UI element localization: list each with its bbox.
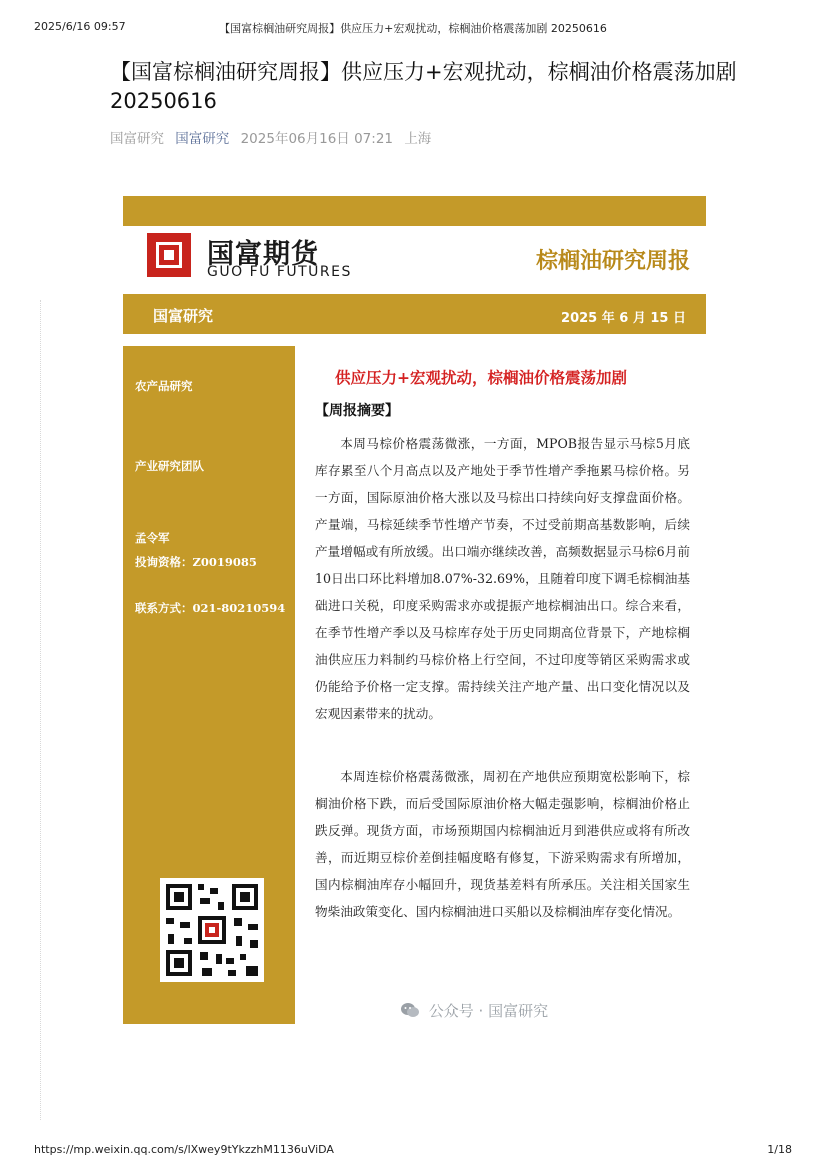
page-url: https://mp.weixin.qq.com/s/lXwey9tYkzzhM1136uViDA — [34, 1143, 334, 1156]
sidebar-team: 产业研究团队 — [135, 459, 204, 473]
meta-source: 国富研究 — [110, 131, 164, 147]
account-watermark — [400, 1000, 548, 1022]
meta-datetime: 2025年06月16日 07:21 — [240, 131, 394, 147]
print-time: 2025/6/16 09:57 — [34, 20, 126, 33]
report-type: 棕榈油研究周报 — [535, 248, 690, 274]
article-meta — [110, 127, 438, 147]
summary-paragraph: 本周马棕价格震荡微涨，一方面，MPOB报告显示马棕5月底库存累至八个月高点以及产地处于季节性增产季拖累马棕价格。另一方面，国际原油价格大涨以及马棕出口持续向好支撑盘面价格。产量端，马棕延续季节性增产节奏，不过受前期高基数影响，后续产量增幅或有所放缓。出口端亦继续改善，高频数据显示马棕6月前10日出口环比料增加8.07%-32.69%，且随着印度下调毛棕榈油基础进口关税，印度采购需求亦或提振产地棕榈油出口。综合来看，在季节性增产季以及马棕库存处于历史同期高位背景下，产地棕榈油供应压力料制约马棕价格上行空间，不过印度等销区采购需求或仍能给予价格一定支撑。需持续关注产地产量、出口变化情况以及宏观因素带来的扰动。 — [315, 436, 690, 721]
dept-label: 国富研究 — [153, 307, 214, 325]
logo-name-en: GUO FU FUTURES — [207, 264, 352, 280]
report-date: 2025 年 6 月 15 日 — [561, 311, 686, 326]
summary-paragraph: 本周连棕价格震荡微涨，周初在产地供应预期宽松影响下，棕榈油价格下跌，而后受国际原油价格大幅走强影响，棕榈油价格止跌反弹。现货方面，市场预期国内棕榈油近月到港供应或将有所改善，而近期豆棕价差倒挂幅度略有修复，下游采购需求有所增加，国内棕榈油库存小幅回升，现货基差料有所承压。关注相关国家生物柴油政策变化、国内棕榈油进口买船以及棕榈油库存变化情况。 — [315, 769, 690, 919]
logo-icon — [147, 233, 191, 277]
sidebar-category: 农产品研究 — [135, 379, 193, 393]
sidebar-contact: 联系方式：021-80210594 — [135, 601, 286, 615]
sidebar-analyst: 孟令军 — [135, 531, 170, 545]
account-link[interactable]: 国富研究 — [175, 131, 230, 147]
wechat-icon — [400, 1002, 420, 1022]
print-footer — [34, 1143, 792, 1159]
qr-code-icon — [160, 878, 264, 982]
summary-label: 【周报摘要】 — [315, 403, 399, 419]
page-number: 1/18 — [767, 1143, 792, 1156]
dept-band — [123, 294, 706, 334]
sidebar-license: 投询资格：Z0019085 — [135, 555, 257, 569]
watermark-text: 公众号 · 国富研究 — [428, 1002, 549, 1020]
report-sidebar — [123, 346, 295, 1024]
margin-rule — [40, 300, 41, 1120]
top-band — [123, 196, 706, 226]
print-header — [34, 20, 792, 36]
logo-name-cn: 国富期货 — [207, 239, 319, 270]
article-title: 【国富棕榈油研究周报】供应压力+宏观扰动，棕榈油价格震荡加剧 20250616 — [110, 60, 737, 113]
report-cover-image — [123, 196, 706, 1024]
print-doc-title: 【国富棕榈油研究周报】供应压力+宏观扰动，棕榈油价格震荡加剧 20250616 — [219, 22, 607, 35]
meta-location: 上海 — [404, 131, 432, 147]
report-headline: 供应压力+宏观扰动，棕榈油价格震荡加剧 — [335, 368, 627, 387]
